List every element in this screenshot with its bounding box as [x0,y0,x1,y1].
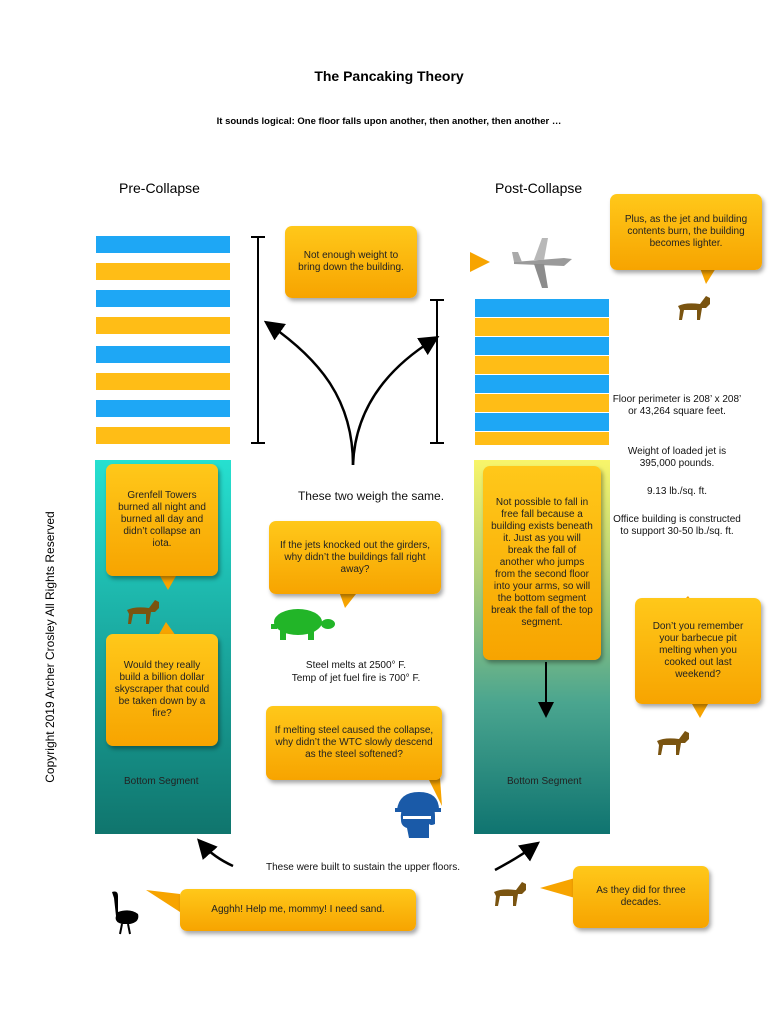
bottom-segment-label-right: Bottom Segment [507,776,582,787]
turtle-icon [271,609,335,640]
stat-office-support: Office building is constructed to support 30-50 lb./sq. ft. [613,514,741,537]
bubble-three-decades: As they did for three decades. [573,866,709,928]
bubble-tail [340,594,356,608]
post-collapse-heading: Post-Collapse [495,180,583,196]
bubble-grenfell: Grenfell Towers burned all night and burned all day and didn’t collapse an iota. [106,464,218,576]
bubble-billion: Would they really build a billion dollar skyscraper that could be taken down by a fire? [106,634,218,746]
bubble-tail [540,878,575,898]
hardhat-head-icon [395,792,441,838]
bubble-tail [146,890,180,912]
built-to-sustain-text: These were built to sustain the upper floors. [266,862,460,873]
dog-icon [657,731,689,755]
bubble-tail [692,704,708,718]
steel-melts-text: Steel melts at 2500° F. [305,660,407,671]
height-bar-left [251,237,265,443]
copyright-text: Copyright 2019 Archer Crosley All Rights Reserved [43,511,57,783]
bubble-barbecue: Don’t you remember your barbecue pit melting when you cooked out last weekend? [635,598,761,704]
branch-arrow-right [353,340,433,465]
curve-arrow-right [495,846,534,870]
bottom-segment-label-left: Bottom Segment [124,776,199,787]
airplane-icon [512,238,572,288]
dog-icon [127,600,159,624]
bubble-not-enough-weight: Not enough weight to bring down the building. [285,226,417,298]
jet-fuel-text: Temp of jet fuel fire is 700° F. [291,673,421,684]
bubble-free-fall: Not possible to fall in free fall because a building exists beneath it. Just as you will break the fall of another who jumps from the second floor into your arms, so will the bottom segment break the fall of the top segment. [483,466,601,660]
bubble-sand: Agghh! Help me, mommy! I need sand. [180,889,416,931]
stat-floor-perimeter: Floor perimeter is 208’ x 208’ or 43,264 square feet. [612,394,742,417]
dog-icon [494,882,526,906]
bubble-tail [160,576,176,590]
same-weight-text: These two weigh the same. [297,489,445,503]
bubble-jets-girders: If the jets knocked out the girders, why didn’t the buildings fall right away? [269,521,441,594]
bubble-melting-steel: If melting steel caused the collapse, why didn’t the WTC slowly descend as the steel softened? [266,706,442,780]
branch-arrow-left [270,325,353,465]
stat-load-per-sqft: 9.13 lb./sq. ft. [646,486,708,497]
height-bar-right [430,300,444,443]
pre-collapse-heading: Pre-Collapse [119,180,200,196]
ostrich-icon [112,892,138,935]
bubble-tail [470,252,490,272]
bubble-tail [700,268,716,284]
page-subtitle: It sounds logical: One floor falls upon another, then another, then another … [216,116,562,127]
dog-icon [678,296,710,320]
page-title: The Pancaking Theory [314,68,464,84]
stat-jet-weight: Weight of loaded jet is 395,000 pounds. [627,446,727,469]
bubble-lighter: Plus, as the jet and building contents burn, the building becomes lighter. [610,194,762,270]
curve-arrow-left [202,844,233,866]
